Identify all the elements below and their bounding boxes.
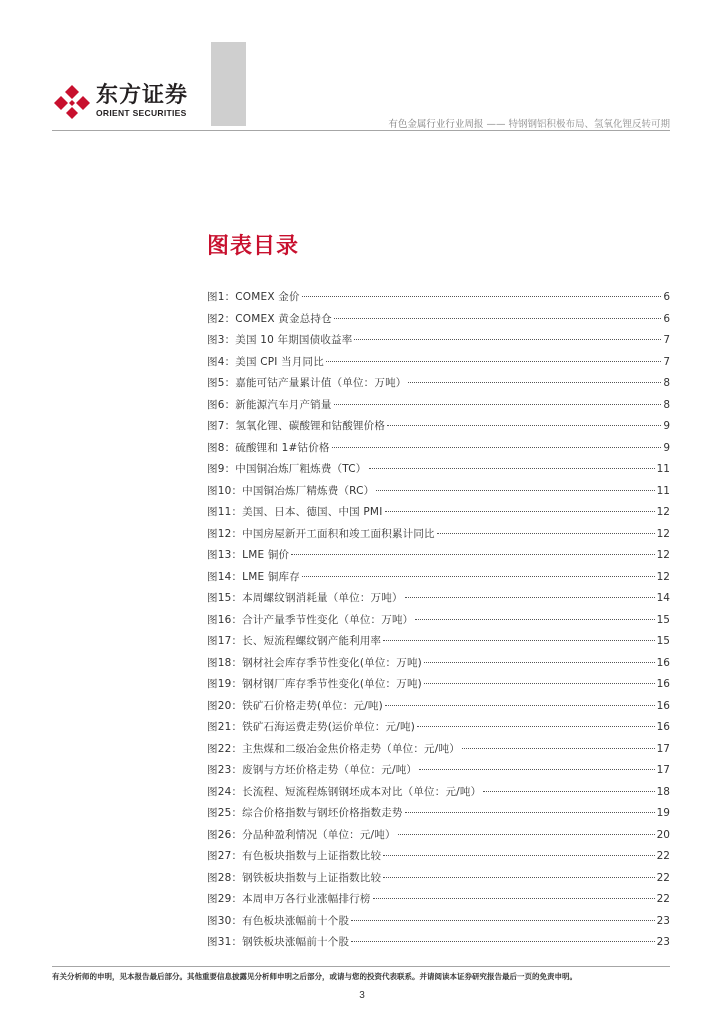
toc-entry-page[interactable]: 18	[656, 785, 670, 798]
toc-leader-dots	[373, 898, 655, 899]
toc-leader-dots	[437, 533, 655, 534]
toc-entry-label[interactable]: 图16：合计产量季节性变化（单位：万吨）	[207, 613, 414, 626]
toc-leader-dots	[419, 769, 655, 770]
toc-entry-label[interactable]: 图22：主焦煤和二级冶金焦价格走势（单位：元/吨）	[207, 742, 460, 755]
toc-entry-page[interactable]: 17	[656, 764, 670, 776]
toc-leader-dots	[354, 339, 661, 340]
toc-entry-page[interactable]: 14	[656, 592, 670, 604]
toc-entry[interactable]	[207, 805, 670, 827]
toc-entry-page[interactable]: 22	[656, 850, 670, 862]
footer-divider	[52, 966, 670, 967]
toc-entry-label[interactable]: 图8：硫酸锂和 1#钴价格	[207, 441, 330, 454]
toc-leader-dots	[351, 920, 654, 921]
toc-entry-page[interactable]: 15	[656, 613, 670, 626]
toc-leader-dots	[424, 683, 655, 684]
toc-entry-page[interactable]: 22	[656, 871, 670, 884]
header-decor-bar	[211, 42, 246, 126]
toc-entry-label[interactable]: 图10：中国铜冶炼厂精炼费（RC）	[207, 484, 375, 497]
toc-entry[interactable]	[207, 762, 670, 784]
toc-entry-page[interactable]: 7	[663, 355, 670, 368]
toc-entry-label[interactable]: 图20：铁矿石价格走势(单位：元/吨)	[207, 699, 383, 712]
toc-entry-page[interactable]: 12	[656, 506, 670, 518]
toc-entry-page[interactable]: 9	[663, 441, 670, 454]
footer-disclaimer: 有关分析师的申明，见本报告最后部分。其他重要信息披露见分析师申明之后部分，或请与您的投资代表联系。并请阅读本证券研究报告最后一页的免责申明。	[52, 972, 577, 981]
toc-entry-page[interactable]: 7	[663, 334, 670, 346]
toc-entry-page[interactable]: 8	[663, 377, 670, 389]
toc-entry-label[interactable]: 图11：美国、日本、德国、中国 PMI	[207, 506, 383, 518]
header-divider	[52, 130, 670, 131]
toc-leader-dots	[398, 834, 655, 835]
toc-entry[interactable]	[207, 934, 670, 956]
toc-entry[interactable]	[207, 526, 670, 548]
orient-securities-logo	[52, 83, 188, 119]
toc-entry[interactable]	[207, 827, 670, 849]
toc-entry-page[interactable]: 23	[656, 936, 670, 948]
toc-entry-label[interactable]: 图25：综合价格指数与钢坯价格指数走势	[207, 807, 403, 819]
toc-entry-page[interactable]: 9	[663, 420, 670, 432]
toc-entry-page[interactable]: 23	[656, 914, 670, 927]
toc-entry-label[interactable]: 图5：嘉能可钴产量累计值（单位：万吨）	[207, 377, 407, 389]
toc-entry[interactable]	[207, 590, 670, 612]
toc-entry-page[interactable]: 22	[656, 893, 670, 905]
toc-leader-dots	[383, 855, 654, 856]
toc-entry-page[interactable]: 6	[663, 312, 670, 325]
toc-entry-label[interactable]: 图29：本周申万各行业涨幅排行榜	[207, 893, 371, 905]
toc-entry-page[interactable]: 8	[663, 398, 670, 411]
toc-entry-label[interactable]: 图27：有色板块指数与上证指数比较	[207, 850, 382, 862]
toc-entry-label[interactable]: 图2：COMEX 黄金总持仓	[207, 312, 332, 325]
toc-entry[interactable]	[207, 891, 670, 913]
toc-entry[interactable]	[207, 633, 670, 655]
toc-entry-page[interactable]: 11	[656, 463, 670, 475]
toc-entry-label[interactable]: 图26：分品种盈利情况（单位：元/吨）	[207, 828, 396, 841]
toc-entry-label[interactable]: 图15：本周螺纹钢消耗量（单位：万吨）	[207, 592, 403, 604]
logo-english-name: ORIENT SECURITIES	[96, 108, 187, 118]
toc-entry[interactable]	[207, 547, 670, 569]
toc-entry-page[interactable]: 16	[656, 656, 670, 669]
toc-entry-label[interactable]: 图4：美国 CPI 当月同比	[207, 355, 324, 368]
toc-leader-dots	[415, 619, 654, 620]
report-header-title	[388, 116, 670, 130]
toc-entry[interactable]	[207, 397, 670, 419]
toc-entry-label[interactable]: 图24：长流程、短流程炼钢钢坯成本对比（单位：元/吨）	[207, 785, 482, 798]
toc-entry[interactable]	[207, 504, 670, 526]
toc-leader-dots	[462, 748, 655, 749]
toc-leader-dots	[291, 554, 654, 555]
toc-entry-page[interactable]: 17	[656, 742, 670, 755]
toc-entry[interactable]	[207, 418, 670, 440]
toc-leader-dots	[302, 296, 662, 297]
toc-title: 图表目录	[207, 234, 300, 259]
toc-entry-label[interactable]: 图14：LME 铜库存	[207, 570, 300, 583]
toc-entry-label[interactable]: 图18：钢材社会库存季节性变化(单位：万吨)	[207, 656, 422, 669]
toc-entry[interactable]	[207, 741, 670, 763]
toc-entry[interactable]	[207, 311, 670, 333]
toc-entry-page[interactable]: 12	[656, 570, 670, 583]
toc-entry-page[interactable]: 20	[656, 828, 670, 841]
orient-logo-icon	[52, 83, 92, 119]
toc-entry-label[interactable]: 图13：LME 铜价	[207, 549, 290, 561]
toc-entry[interactable]	[207, 354, 670, 376]
toc-entry-page[interactable]: 15	[656, 635, 670, 647]
toc-entry-label[interactable]: 图19：钢材钢厂库存季节性变化(单位：万吨)	[207, 678, 422, 690]
toc-entry-label[interactable]: 图21：铁矿石海运费走势(运价单位：元/吨)	[207, 721, 415, 733]
toc-entry-label[interactable]: 图28：钢铁板块指数与上证指数比较	[207, 871, 382, 884]
toc-leader-dots	[405, 597, 655, 598]
toc-entry-label[interactable]: 图17：长、短流程螺纹钢产能利用率	[207, 635, 382, 647]
toc-entry-page[interactable]: 16	[656, 699, 670, 712]
toc-leader-dots	[351, 941, 654, 942]
toc-leader-dots	[383, 877, 654, 878]
toc-leader-dots	[424, 662, 655, 663]
toc-leader-dots	[326, 361, 661, 362]
toc-leader-dots	[385, 511, 655, 512]
toc-leader-dots	[302, 576, 655, 577]
toc-entry[interactable]	[207, 440, 670, 462]
table-of-figures	[207, 289, 670, 956]
toc-leader-dots	[408, 382, 661, 383]
toc-entry[interactable]	[207, 698, 670, 720]
toc-entry-page[interactable]: 6	[663, 291, 670, 303]
report-subtitle: 特钢钢铝积极布局、氢氧化锂反转可期	[508, 119, 670, 130]
toc-entry[interactable]	[207, 612, 670, 634]
toc-entry-page[interactable]: 19	[656, 807, 670, 819]
toc-entry-label[interactable]: 图12：中国房屋新开工面积和竣工面积累计同比	[207, 527, 435, 540]
toc-entry-label[interactable]: 图1：COMEX 金价	[207, 291, 300, 303]
toc-entry[interactable]	[207, 483, 670, 505]
logo-chinese-name: 东方证券	[96, 83, 189, 108]
toc-leader-dots	[405, 812, 655, 813]
page-number: 3	[359, 990, 365, 1001]
toc-entry[interactable]	[207, 676, 670, 698]
header-separator: ——	[486, 119, 506, 130]
toc-entry[interactable]	[207, 569, 670, 591]
toc-entry[interactable]	[207, 848, 670, 870]
toc-leader-dots	[385, 705, 655, 706]
toc-entry-page[interactable]: 12	[656, 549, 670, 561]
toc-entry-label[interactable]: 图30：有色板块涨幅前十个股	[207, 914, 350, 927]
toc-entry-page[interactable]: 16	[656, 721, 670, 733]
toc-entry[interactable]	[207, 289, 670, 311]
toc-entry-label[interactable]: 图23：废钢与方坯价格走势（单位：元/吨）	[207, 764, 418, 776]
toc-leader-dots	[332, 447, 662, 448]
toc-leader-dots	[387, 425, 661, 426]
toc-entry-page[interactable]: 12	[656, 527, 670, 540]
toc-entry[interactable]	[207, 784, 670, 806]
report-type: 有色金属行业行业周报	[388, 119, 484, 130]
toc-entry-label[interactable]: 图31：钢铁板块涨幅前十个股	[207, 936, 350, 948]
toc-entry-label[interactable]: 图9：中国铜冶炼厂粗炼费（TC）	[207, 463, 367, 475]
toc-entry-label[interactable]: 图3：美国 10 年期国债收益率	[207, 334, 353, 346]
toc-entry[interactable]	[207, 332, 670, 354]
toc-entry[interactable]	[207, 719, 670, 741]
toc-entry[interactable]	[207, 461, 670, 483]
toc-leader-dots	[417, 726, 655, 727]
toc-entry[interactable]	[207, 655, 670, 677]
toc-entry[interactable]	[207, 375, 670, 397]
toc-leader-dots	[334, 318, 662, 319]
toc-entry-label[interactable]: 图7：氢氧化锂、碳酸锂和钴酸锂价格	[207, 420, 386, 432]
toc-entry-page[interactable]: 16	[656, 678, 670, 690]
toc-entry[interactable]	[207, 870, 670, 892]
toc-entry[interactable]	[207, 913, 670, 935]
toc-leader-dots	[334, 404, 662, 405]
toc-leader-dots	[376, 490, 654, 491]
toc-entry-label[interactable]: 图6：新能源汽车月产销量	[207, 398, 332, 411]
toc-leader-dots	[369, 468, 655, 469]
toc-leader-dots	[383, 640, 654, 641]
toc-leader-dots	[483, 791, 654, 792]
toc-entry-page[interactable]: 11	[656, 484, 670, 497]
